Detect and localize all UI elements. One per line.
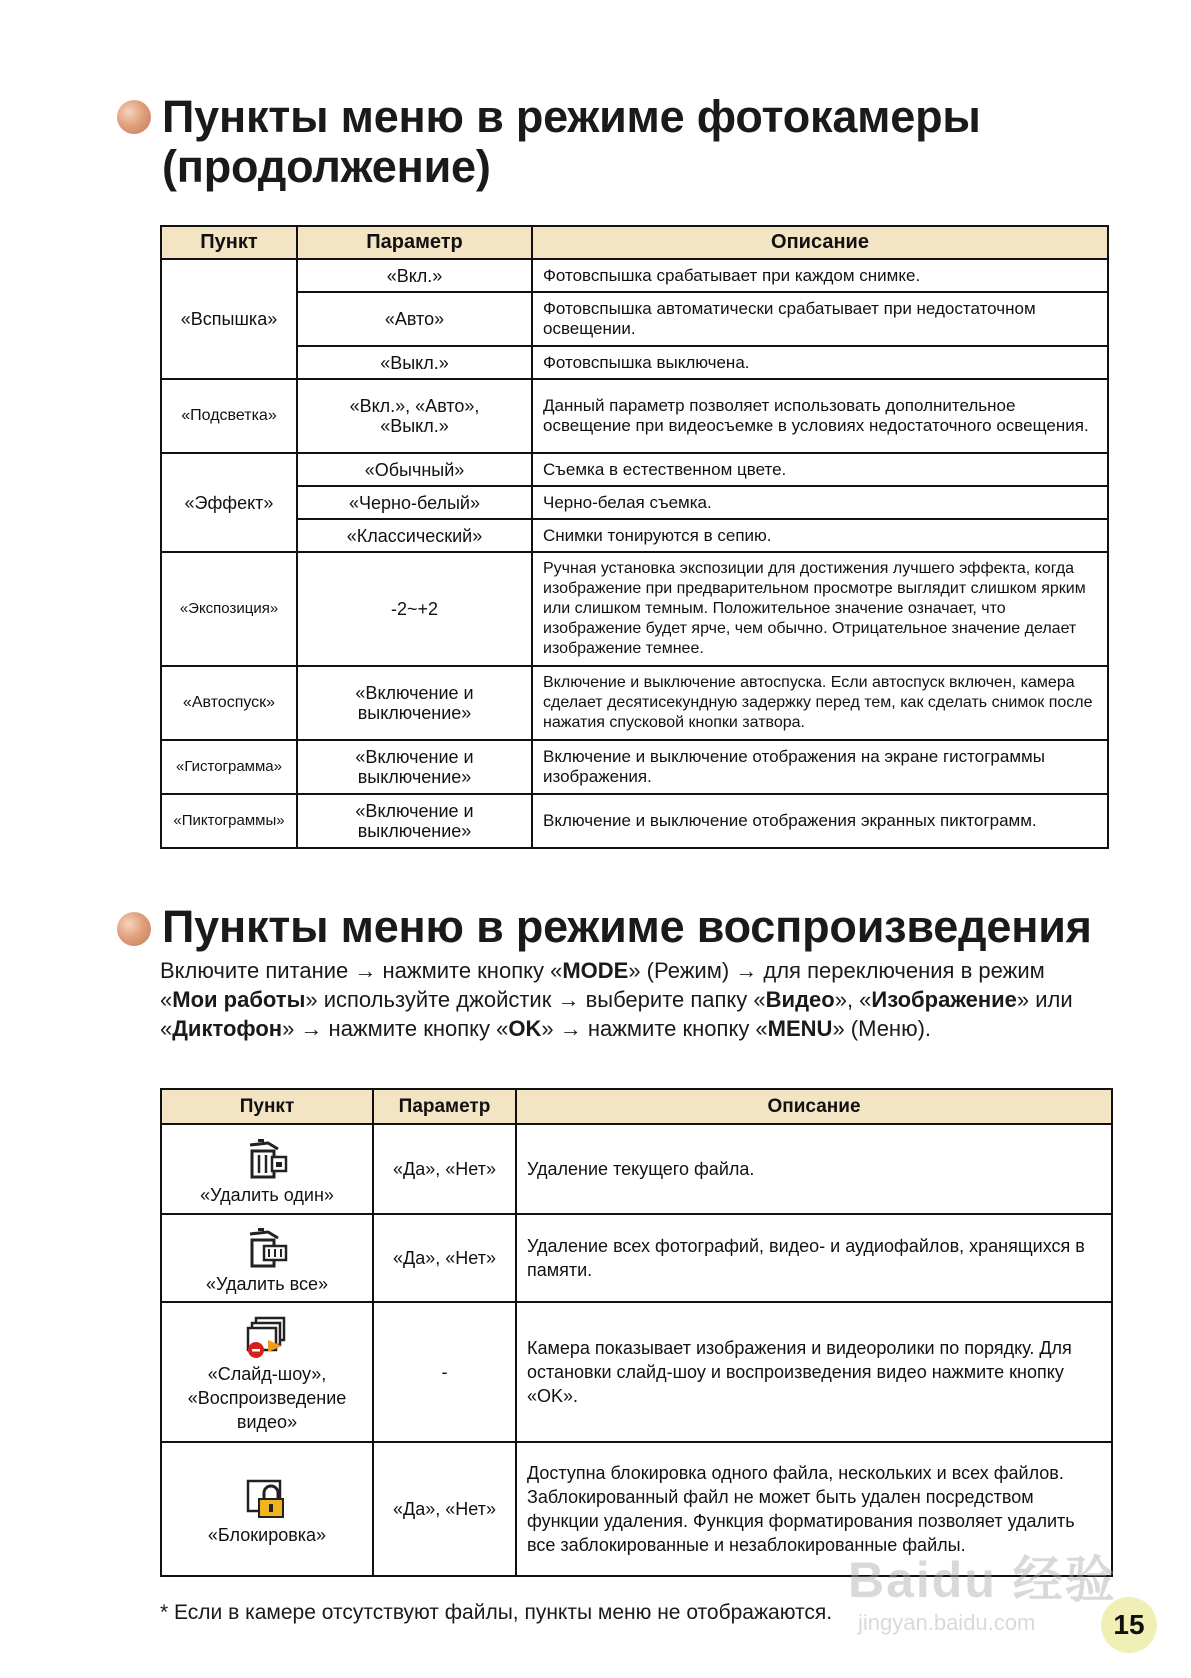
item-cell [161, 1442, 373, 1576]
param-cell: -2~+2 [297, 552, 532, 666]
param-cell: «Да», «Нет» [373, 1124, 516, 1214]
desc-cell: Фотовспышка срабатывает при каждом снимке. [532, 259, 1108, 292]
slideshow-icon [242, 1316, 292, 1360]
table-row [161, 740, 1108, 794]
item-cell: «Вспышка» [161, 259, 297, 379]
col-header-item: Пункт [161, 1089, 373, 1124]
section-bullet-icon [117, 912, 151, 946]
param-cell: «Да», «Нет» [373, 1214, 516, 1302]
table-row [161, 453, 1108, 486]
photo-menu-table [160, 225, 1109, 849]
item-cell [161, 1214, 373, 1302]
baidu-watermark: Baidu 经验 [848, 1552, 1117, 1608]
table-row [161, 1214, 1112, 1302]
param-cell: «Включение и выключение» [297, 666, 532, 740]
col-header-item: Пункт [161, 226, 297, 259]
item-cell: «Гистограмма» [161, 740, 297, 794]
desc-cell: Ручная установка экспозиции для достижения лучшего эффекта, когда изображение при предварительном просмотре выглядит слишком ярким или слишком темным. Положительное значение означает, что изображение будет ярче, чем обычно. Отрицательное значение делает изображение темнее. [532, 552, 1108, 666]
col-header-param: Параметр [373, 1089, 516, 1124]
param-cell: «Выкл.» [297, 346, 532, 379]
param-cell: «Вкл.», «Авто», «Выкл.» [297, 379, 532, 453]
footnote: * Если в камере отсутствуют файлы, пункты меню не отображаются. [160, 1601, 833, 1624]
param-cell: «Да», «Нет» [373, 1442, 516, 1576]
param-cell: «Черно-белый» [297, 486, 532, 519]
item-label: «Удалить все» [205, 1274, 329, 1294]
item-cell [161, 1124, 373, 1214]
desc-cell: Включение и выключение автоспуска. Если автоспуск включен, камера сделает десятисекундную задержку перед тем, как сделать снимок после нажатия спусковой кнопки затвора. [532, 666, 1108, 740]
item-label: «Удалить один» [200, 1185, 334, 1205]
desc-cell: Черно-белая съемка. [532, 486, 1108, 519]
col-header-desc: Описание [516, 1089, 1112, 1124]
desc-cell: Включение и выключение отображения на экране гистограммы изображения. [532, 740, 1108, 794]
table-row [161, 379, 1108, 453]
param-cell: «Включение и выключение» [297, 794, 532, 848]
table-header-row [161, 226, 1108, 259]
item-cell: «Подсветка» [161, 379, 297, 453]
baidu-watermark-url: jingyan.baidu.com [858, 1610, 1036, 1635]
item-label: «Блокировка» [207, 1525, 327, 1545]
param-cell: «Вкл.» [297, 259, 532, 292]
table-header-row [161, 1089, 1112, 1124]
table-row [161, 346, 1108, 379]
table-row [161, 292, 1108, 346]
desc-cell: Фотовспышка выключена. [532, 346, 1108, 379]
delete-one-icon [242, 1137, 292, 1181]
section1-title: Пункты меню в режиме фотокамеры (продолжение) [162, 91, 981, 192]
table-row [161, 259, 1108, 292]
item-cell [161, 1302, 373, 1442]
param-cell: «Авто» [297, 292, 532, 346]
desc-cell: Фотовспышка автоматически срабатывает при недостаточном освещении. [532, 292, 1108, 346]
playback-menu-table [160, 1088, 1113, 1577]
desc-cell: Снимки тонируются в сепию. [532, 519, 1108, 552]
table-row [161, 666, 1108, 740]
desc-cell: Камера показывает изображения и видеоролики по порядку. Для остановки слайд-шоу и воспроизведения видео нажмите кнопку «OK». [516, 1302, 1112, 1442]
table-row [161, 486, 1108, 519]
desc-cell: Данный параметр позволяет использовать дополнительное освещение при видеосъемке в условиях недостаточного освещения. [532, 379, 1108, 453]
page-number: 15 [1101, 1597, 1157, 1653]
item-label: «Слайд-шоу», «Воспроизведение видео» [187, 1364, 347, 1432]
table-row [161, 1302, 1112, 1442]
param-cell: «Классический» [297, 519, 532, 552]
section-bullet-icon [117, 100, 151, 134]
desc-cell: Съемка в естественном цвете. [532, 453, 1108, 486]
item-cell: «Автоспуск» [161, 666, 297, 740]
table-row [161, 1124, 1112, 1214]
item-cell: «Эффект» [161, 453, 297, 552]
desc-cell: Удаление всех фотографий, видео- и аудиофайлов, хранящихся в памяти. [516, 1214, 1112, 1302]
param-cell: «Включение и выключение» [297, 740, 532, 794]
desc-cell: Доступна блокировка одного файла, нескольких и всех файлов. Заблокированный файл не может быть удален посредством функции удаления. Функция форматирования позволяет удалить все заблокированные и незаблокированные файлы. [516, 1442, 1112, 1576]
param-cell: - [373, 1302, 516, 1442]
table-row [161, 552, 1108, 666]
param-cell: «Обычный» [297, 453, 532, 486]
table-row [161, 519, 1108, 552]
item-cell: «Экспозиция» [161, 552, 297, 666]
delete-all-icon [242, 1226, 292, 1270]
lock-icon [242, 1477, 292, 1521]
col-header-param: Параметр [297, 226, 532, 259]
table-row [161, 794, 1108, 848]
item-cell: «Пиктограммы» [161, 794, 297, 848]
col-header-desc: Описание [532, 226, 1108, 259]
desc-cell: Включение и выключение отображения экранных пиктограмм. [532, 794, 1108, 848]
section2-title: Пункты меню в режиме воспроизведения [162, 901, 1092, 952]
desc-cell: Удаление текущего файла. [516, 1124, 1112, 1214]
section2-intro: Включите питание → нажмите кнопку «MODE» (Режим) → для переключения в режим «Мои работы» используйте джойстик → выберите папку «Видео», «Изображение» или «Диктофон» → нажмите кнопку «OK» → нажмите кнопку «MENU» (Меню). [160, 958, 1073, 1041]
